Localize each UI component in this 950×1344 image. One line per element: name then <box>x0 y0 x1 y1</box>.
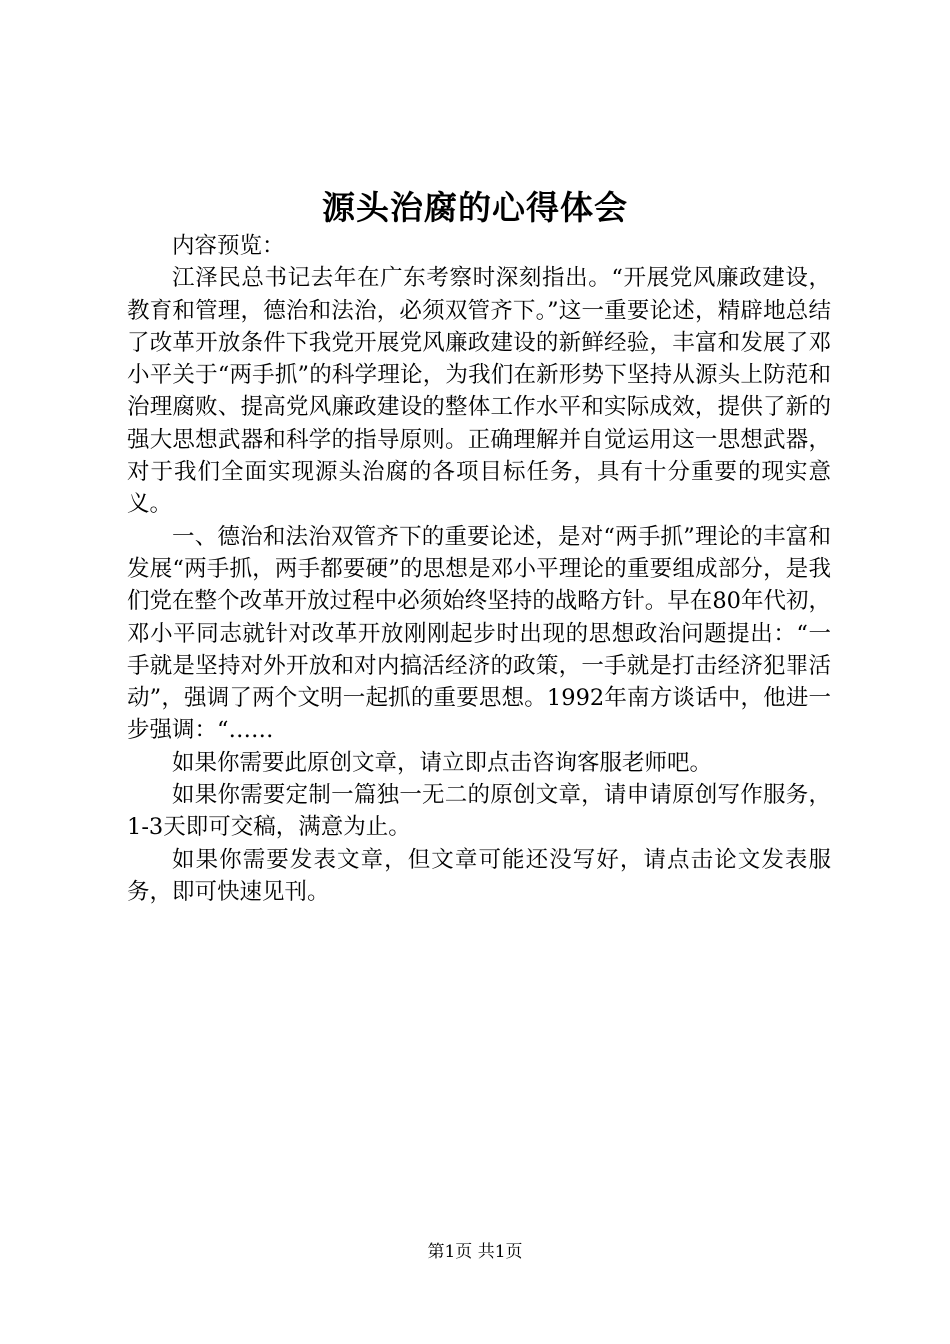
paragraph-consult: 如果你需要此原创文章，请立即点击咨询客服老师吧。 <box>172 749 713 776</box>
paragraph-publishing: 如果你需要发表文章，但文章可能还没写好，请点击论文发表服务，即可快速见刊。 <box>127 846 831 905</box>
paragraph-custom-writing: 如果你需要定制一篇独一无二的原创文章，请申请原创写作服务，1-3天即可交稿，满意为止。 <box>127 782 831 841</box>
document-body <box>127 230 831 908</box>
preview-label: 内容预览： <box>172 233 285 259</box>
page-footer: 第1页 共1页 <box>427 1242 523 1262</box>
document-title: 源头治腐的心得体会 <box>322 188 628 227</box>
paragraph-section-one: 一、德治和法治双管齐下的重要论述，是对“两手抓”理论的丰富和发展“两手抓，两手都要硬”的思想是邓小平理论的重要组成部分，是我们党在整个改革开放过程中必须始终坚持的战略方针。早在80年代初，邓小平同志就针对改革开放刚刚起步时出现的思想政治问题提出：“一手就是坚持对外开放和对内搞活经济的政策，一手就是打击经济犯罪活动”，强调了两个文明一起抓的重要思想。1992年南方谈话中，他进一步强调：“…… <box>127 523 831 744</box>
paragraph-intro: 江泽民总书记去年在广东考察时深刻指出。“开展党风廉政建设，教育和管理，德治和法治，必须双管齐下。”这一重要论述，精辟地总结了改革开放条件下我党开展党风廉政建设的新鲜经验，丰富和发展了邓小平关于“两手抓”的科学理论，为我们在新形势下坚持从源头上防范和治理腐败、提高党风廉政建设的整体工作水平和实际成效，提供了新的强大思想武器和科学的指导原则。正确理解并自觉运用这一思想武器，对于我们全面实现源头治腐的各项目标任务，具有十分重要的现实意义。 <box>127 265 831 518</box>
